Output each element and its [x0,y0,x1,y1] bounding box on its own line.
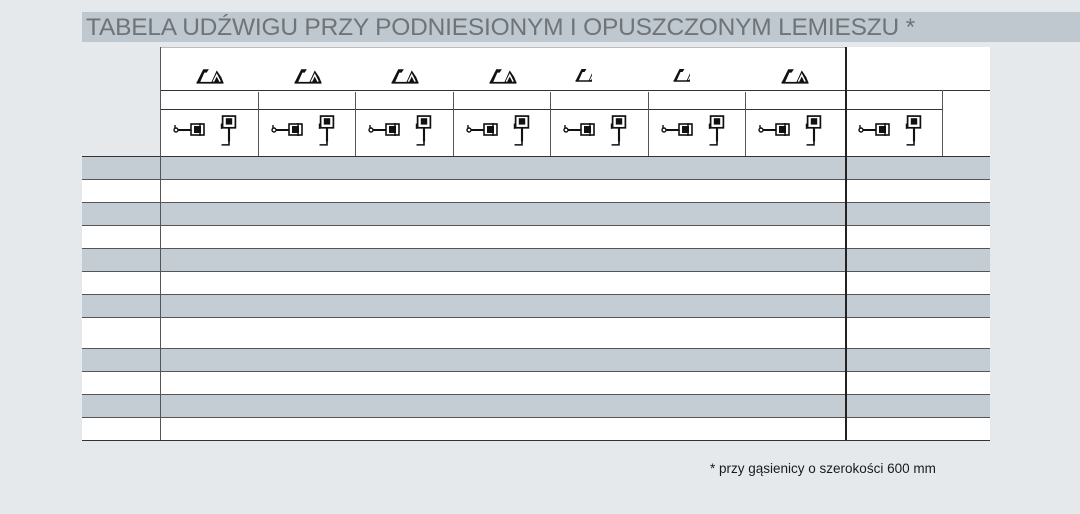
row-divider [82,225,990,226]
header-top-border [160,47,845,48]
page-title: TABELA UDŹWIGU PRZY PODNIESIONYM I OPUSZCZONYM LEMIESZU * [86,14,915,41]
row-divider [82,348,990,349]
blade-up-down-icon [486,67,520,85]
group-divider [648,92,649,156]
lifting-capacity-table [82,47,990,447]
blade-up-down-icon [778,67,812,85]
row-divider [82,394,990,395]
front-load-icon [560,119,598,139]
group-divider [258,92,259,156]
table-row-bg [82,371,990,394]
table-row-bg [82,271,990,294]
group-divider [550,92,551,156]
side-load-icon [900,115,928,147]
table-row-bg [82,317,990,348]
front-load-icon [170,119,208,139]
header-divider-cap [845,90,990,91]
side-load-icon [605,115,633,147]
table-bottom-border [82,440,990,441]
header-bottom-border [82,156,990,157]
group-divider [355,92,356,156]
side-load-icon [508,115,536,147]
front-load-icon [755,119,793,139]
blade-single-icon [570,67,592,83]
table-row-bg [82,248,990,271]
row-divider [82,294,990,295]
front-load-icon [365,119,403,139]
row-divider [82,417,990,418]
row-divider [82,271,990,272]
table-row-bg [82,294,990,317]
side-load-icon [800,115,828,147]
label-col-divider [160,47,161,440]
footnote: * przy gąsienicy o szerokości 600 mm [710,461,936,476]
capacity-divider [845,47,847,440]
front-load-icon [855,119,893,139]
mm-divider [942,90,943,156]
table-row-bg [82,202,990,225]
group-divider [745,92,746,156]
blade-up-down-icon [388,67,422,85]
header-divider-cap2 [845,109,942,110]
table-row-bg [82,225,990,248]
front-load-icon [268,119,306,139]
row-divider [82,248,990,249]
row-divider [82,202,990,203]
row-divider [82,317,990,318]
front-load-icon [658,119,696,139]
side-load-icon [215,115,243,147]
blade-up-down-icon [291,67,325,85]
blade-up-down-icon [193,67,227,85]
side-load-icon [313,115,341,147]
header-divider-1 [160,90,845,91]
table-row-bg [82,417,990,440]
table-row-bg [82,348,990,371]
blade-single-icon [668,67,690,83]
row-divider [82,371,990,372]
table-row-bg [82,394,990,417]
header-divider-2 [160,109,845,110]
side-load-icon [703,115,731,147]
header-background [160,47,845,156]
front-load-icon [463,119,501,139]
group-divider [453,92,454,156]
row-divider [82,179,990,180]
side-load-icon [410,115,438,147]
table-row-bg [82,179,990,202]
table-row-bg [82,156,990,179]
